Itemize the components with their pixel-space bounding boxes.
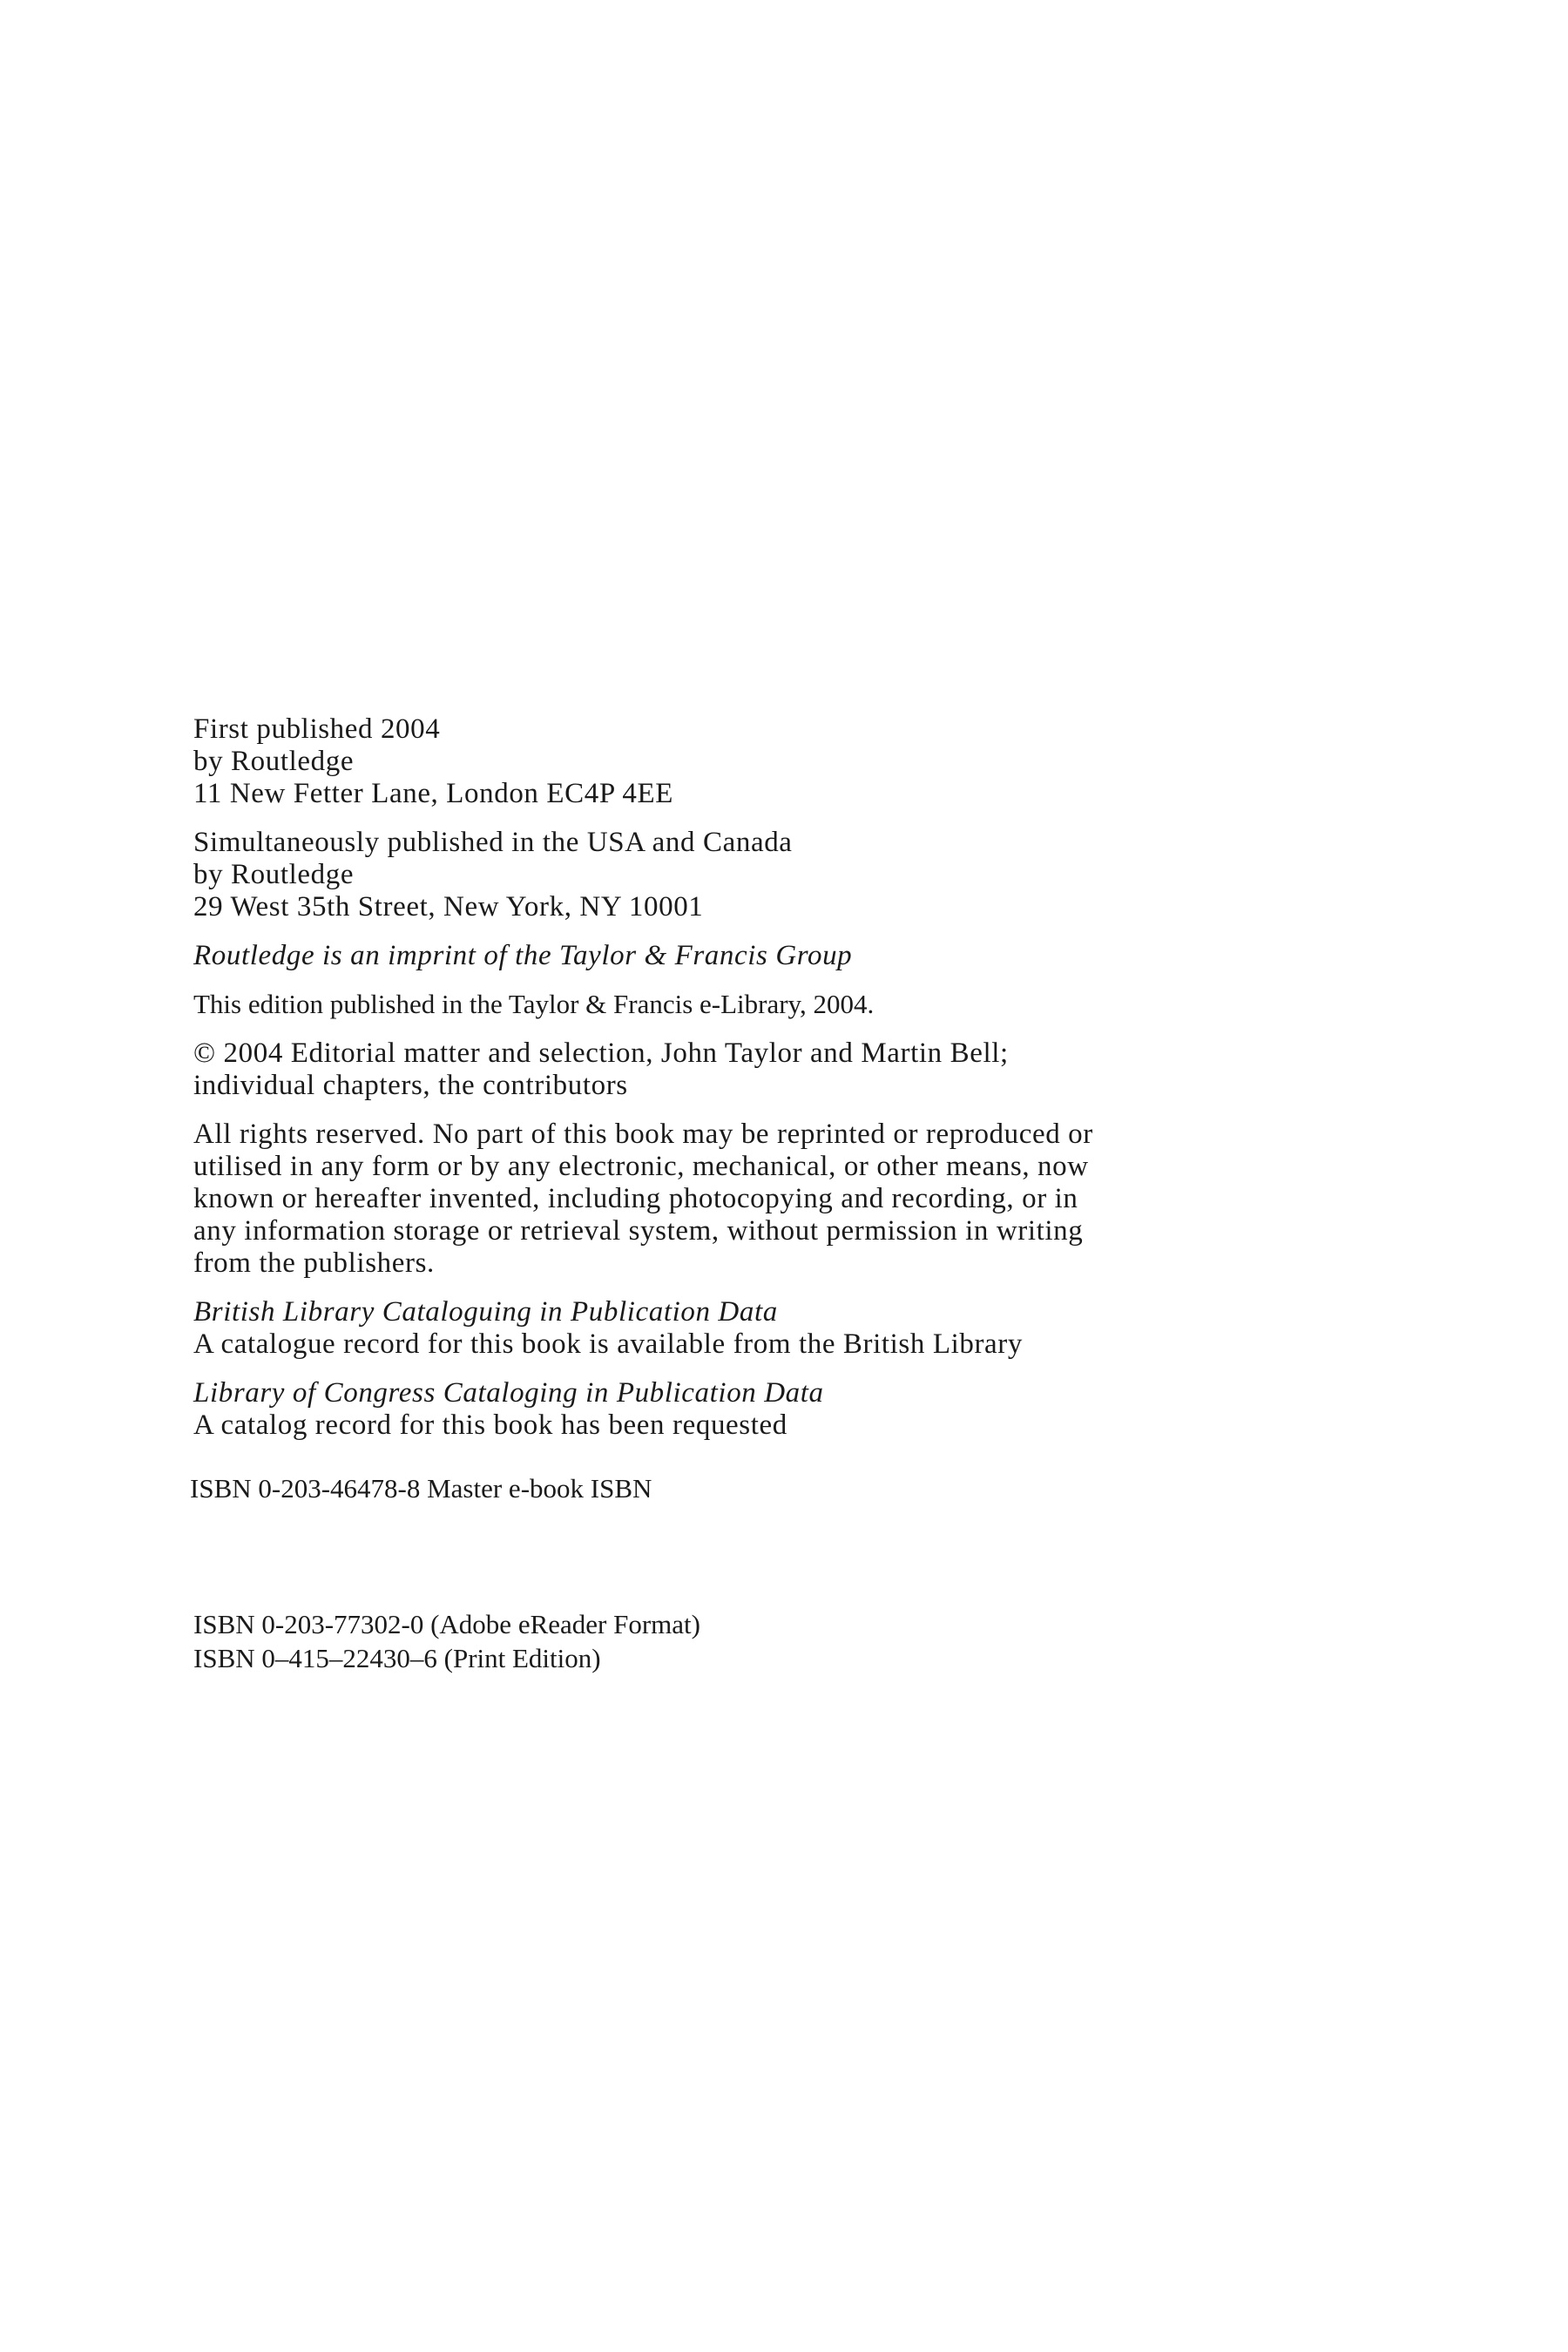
rights-line-4: any information storage or retrieval system, without permission in writing bbox=[193, 1215, 1084, 1247]
rights-line-1: All rights reserved. No part of this book may be reprinted or reproduced or bbox=[193, 1119, 1093, 1150]
rights-line-3: known or hereafter invented, including photocopying and recording, or in bbox=[193, 1183, 1078, 1214]
publisher-line: by Routledge bbox=[193, 746, 355, 777]
london-address-line: 11 New Fetter Lane, London EC4P 4EE bbox=[193, 778, 674, 809]
british-library-heading: British Library Cataloguing in Publication Data bbox=[193, 1296, 778, 1328]
new-york-address-line: 29 West 35th Street, New York, NY 10001 bbox=[193, 891, 704, 923]
rights-line-2: utilised in any form or by any electronic, mechanical, or other means, now bbox=[193, 1151, 1089, 1182]
first-published-line: First published 2004 bbox=[193, 713, 441, 745]
library-of-congress-text: A catalog record for this book has been requested bbox=[193, 1409, 787, 1441]
british-library-text: A catalogue record for this book is available from the British Library bbox=[193, 1328, 1023, 1360]
isbn-adobe-ereader: ISBN 0-203-77302-0 (Adobe eReader Format) bbox=[193, 1609, 700, 1639]
usa-publisher-line: by Routledge bbox=[193, 859, 355, 890]
library-of-congress-heading: Library of Congress Cataloging in Publication Data bbox=[193, 1377, 824, 1409]
rights-line-5: from the publishers. bbox=[193, 1247, 435, 1279]
imprint-line: Routledge is an imprint of the Taylor & Francis Group bbox=[193, 940, 853, 971]
isbn-master-ebook: ISBN 0-203-46478-8 Master e-book ISBN bbox=[190, 1473, 652, 1504]
simultaneous-publication-line: Simultaneously published in the USA and Canada bbox=[193, 827, 793, 858]
edition-line: This edition published in the Taylor & Francis e-Library, 2004. bbox=[193, 989, 875, 1019]
isbn-print-edition: ISBN 0–415–22430–6 (Print Edition) bbox=[193, 1643, 601, 1673]
copyright-line-1: © 2004 Editorial matter and selection, John Taylor and Martin Bell; bbox=[193, 1037, 1009, 1069]
copyright-line-2: individual chapters, the contributors bbox=[193, 1070, 628, 1101]
